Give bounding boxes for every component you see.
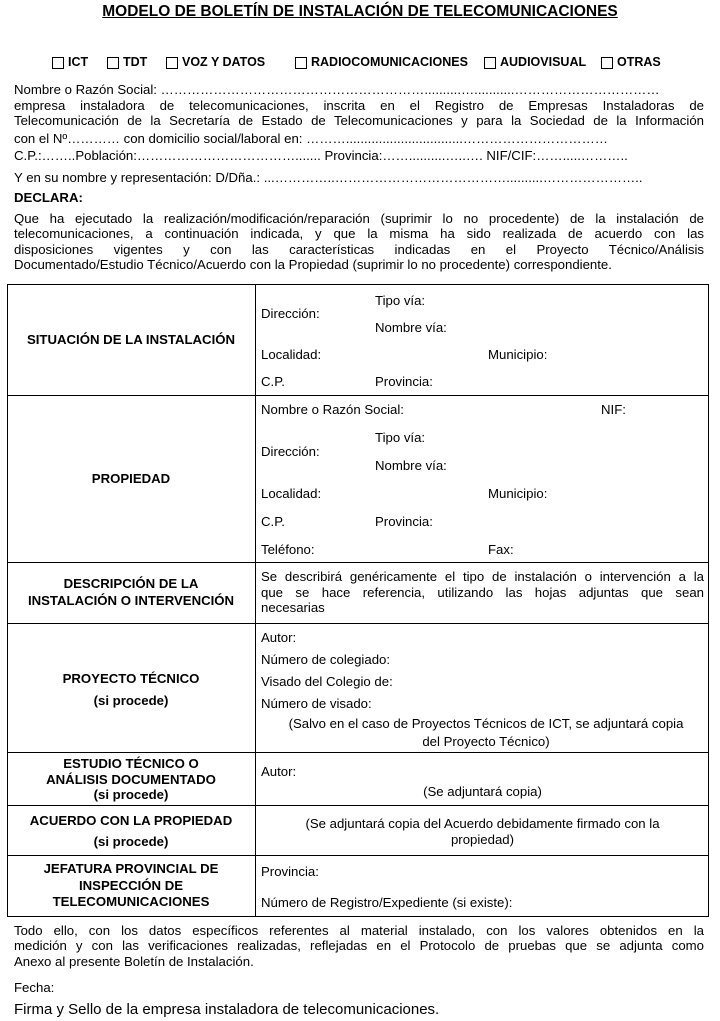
firma-sello-label: Firma y Sello de la empresa instaladora de telecomunicaciones. [14, 1001, 440, 1018]
option-otras[interactable] [601, 55, 661, 70]
section-jefatura-title [8, 861, 254, 911]
situacion-municipio-field[interactable]: Municipio: [488, 347, 548, 362]
row-divider [7, 805, 709, 806]
option-label: ICT [68, 55, 89, 69]
propiedad-municipio-field[interactable]: Municipio: [488, 486, 548, 501]
situacion-cp-field[interactable]: C.P. [261, 374, 285, 389]
option-tdt[interactable] [107, 55, 147, 70]
section-propiedad-title: PROPIEDAD [91, 471, 171, 486]
row-divider [7, 752, 709, 753]
section-acuerdo-title [8, 812, 254, 850]
declara-line: Documentado/Estudio Técnico/Acuerdo con la Propiedad (suprimir lo no procedente) correspondiente. [14, 257, 612, 273]
option-radiocomunicaciones[interactable] [295, 55, 468, 70]
proyecto-colegiado-field[interactable]: Número de colegiado: [261, 652, 391, 667]
section-subtitle: (si procede) [93, 834, 169, 849]
intro-line: Telecomunicación de la Secretaría de Estado de Telecomunicaciones y para la Sociedad de la Información [14, 113, 704, 129]
intro-line: empresa instaladora de telecomunicaciones, inscrita en el Registro de Empresas Instaladoras de [14, 98, 704, 113]
jefatura-registro-field[interactable]: Número de Registro/Expediente (si existe): [261, 895, 513, 910]
propiedad-tipo-via-field[interactable]: Tipo vía: [375, 430, 426, 445]
option-label: RADIOCOMUNICACIONES [311, 55, 468, 69]
section-subtitle: (si procede) [93, 693, 169, 708]
declara-heading: DECLARA: [14, 190, 83, 205]
propiedad-nombre-via-field[interactable]: Nombre vía: [375, 458, 447, 473]
checkbox-icon[interactable] [484, 57, 496, 69]
checkbox-icon[interactable] [166, 57, 178, 69]
propiedad-provincia-field[interactable]: Provincia: [375, 514, 433, 529]
document-title: MODELO DE BOLETÍN DE INSTALACIÓN DE TELECOMUNICACIONES [102, 3, 618, 20]
intro-razon-social: Nombre o Razón Social: ……………………………………………………..........…...........…………………………… [14, 82, 660, 97]
propiedad-direccion-label: Dirección: [261, 444, 320, 459]
footer-text [14, 923, 704, 969]
section-proyecto-title [8, 670, 254, 709]
declara-line: disposiciones vigentes y con las características indicadas en el Proyecto Técnico/Análisis [14, 241, 704, 257]
situacion-tipo-via-field[interactable]: Tipo vía: [375, 293, 426, 308]
proyecto-autor-field[interactable]: Autor: [261, 630, 297, 645]
propiedad-nombre-field[interactable]: Nombre o Razón Social: [261, 402, 404, 417]
row-divider [7, 855, 709, 856]
section-descripcion-title [8, 575, 254, 609]
intro-empresa-text [14, 98, 704, 129]
footer-line: Anexo al presente Boletín de Instalación. [14, 953, 254, 969]
note-line: del Proyecto Técnico) [422, 733, 550, 749]
section-situacion-title: SITUACIÓN DE LA INSTALACIÓN [26, 332, 236, 347]
intro-numero-domicilio: con el Nº………… con domicilio social/laboral en: ………................................…………………………… [14, 131, 608, 146]
section-title-line: INSPECCIÓN DE [78, 877, 184, 893]
section-title-line: DESCRIPCIÓN DE LA [63, 576, 199, 591]
declara-line: telecomunicaciones, a continuación indicada, y que la misma ha sido realizada de acuerdo con las [14, 226, 704, 242]
checkbox-icon[interactable] [107, 57, 119, 69]
section-subtitle: (si procede) [93, 787, 169, 802]
row-divider [7, 623, 709, 624]
propiedad-fax-field[interactable]: Fax: [488, 542, 514, 557]
option-label: TDT [123, 55, 148, 69]
section-title-line: PROYECTO TÉCNICO [62, 671, 200, 686]
table-divider [255, 284, 256, 917]
option-label: AUDIOVISUAL [500, 55, 587, 69]
footer-line: Todo ello, con los datos específicos referentes al material instalado, con los valores obtenidos en la [14, 923, 704, 938]
note-line: (Se adjuntará copia del Acuerdo debidamente firmado con la [305, 816, 660, 831]
option-ict[interactable] [52, 55, 88, 70]
option-voz-datos[interactable] [166, 55, 265, 70]
propiedad-telefono-field[interactable]: Teléfono: [261, 542, 315, 557]
situacion-provincia-field[interactable]: Provincia: [375, 374, 433, 389]
situacion-localidad-field[interactable]: Localidad: [261, 347, 322, 362]
row-divider [7, 395, 709, 396]
proyecto-note [268, 716, 704, 749]
descripcion-text [261, 569, 704, 616]
declara-text [14, 211, 704, 273]
jefatura-provincia-field[interactable]: Provincia: [261, 864, 319, 879]
checkbox-icon[interactable] [295, 57, 307, 69]
section-estudio-title [8, 756, 254, 803]
option-audiovisual[interactable] [484, 55, 586, 70]
intro-representacion: Y en su nombre y representación: D/Dña.: ...…………..…………………………………..........………………….. [14, 170, 643, 185]
propiedad-cp-field[interactable]: C.P. [261, 514, 285, 529]
note-line: propiedad) [450, 831, 515, 847]
acuerdo-note [261, 816, 704, 847]
option-label: VOZ Y DATOS [182, 55, 266, 69]
declara-line: Que ha ejecutado la realización/modificación/reparación (suprimir lo no procedente) de la instalación de [14, 211, 704, 226]
section-title-line: INSTALACIÓN O INTERVENCIÓN [27, 593, 235, 608]
propiedad-nif-field[interactable]: NIF: [601, 402, 626, 417]
estudio-autor-field[interactable]: Autor: [261, 764, 297, 779]
section-title-line: ANÁLISIS DOCUMENTADO [46, 771, 216, 787]
proyecto-visado-colegio-field[interactable]: Visado del Colegio de: [261, 674, 393, 689]
section-title-line: JEFATURA PROVINCIAL DE [43, 861, 219, 876]
checkbox-icon[interactable] [601, 57, 613, 69]
footer-line: medición y con las verificaciones realizadas, reflejadas en el Protocolo de pruebas que se adjunta como [14, 938, 704, 954]
descripcion-line: necesarias [261, 600, 325, 615]
section-title-line: TELECOMUNICACIONES [52, 894, 210, 909]
proyecto-num-visado-field[interactable]: Número de visado: [261, 696, 372, 711]
option-label: OTRAS [617, 55, 661, 69]
section-title-line: ESTUDIO TÉCNICO O [63, 756, 199, 771]
propiedad-localidad-field[interactable]: Localidad: [261, 486, 322, 501]
descripcion-line: que se hace referencia, utilizando las hojas adjuntas que sean [261, 584, 704, 600]
estudio-note: (Se adjuntará copia) [423, 784, 542, 799]
intro-cp-poblacion: C.P.:……..Población:………………………………....... Provincia:……..........…..…. NIF/CIF:…….....……….. [14, 148, 628, 163]
note-line: (Salvo en el caso de Proyectos Técnicos de ICT, se adjuntará copia [288, 716, 684, 731]
checkbox-icon[interactable] [52, 57, 64, 69]
fecha-field[interactable]: Fecha: [14, 980, 55, 995]
descripcion-line: Se describirá genéricamente el tipo de instalación o intervención a la [261, 569, 704, 584]
section-title-line: ACUERDO CON LA PROPIEDAD [29, 813, 233, 828]
situacion-nombre-via-field[interactable]: Nombre vía: [375, 320, 447, 335]
situacion-direccion-label: Dirección: [261, 306, 320, 321]
row-divider [7, 562, 709, 563]
